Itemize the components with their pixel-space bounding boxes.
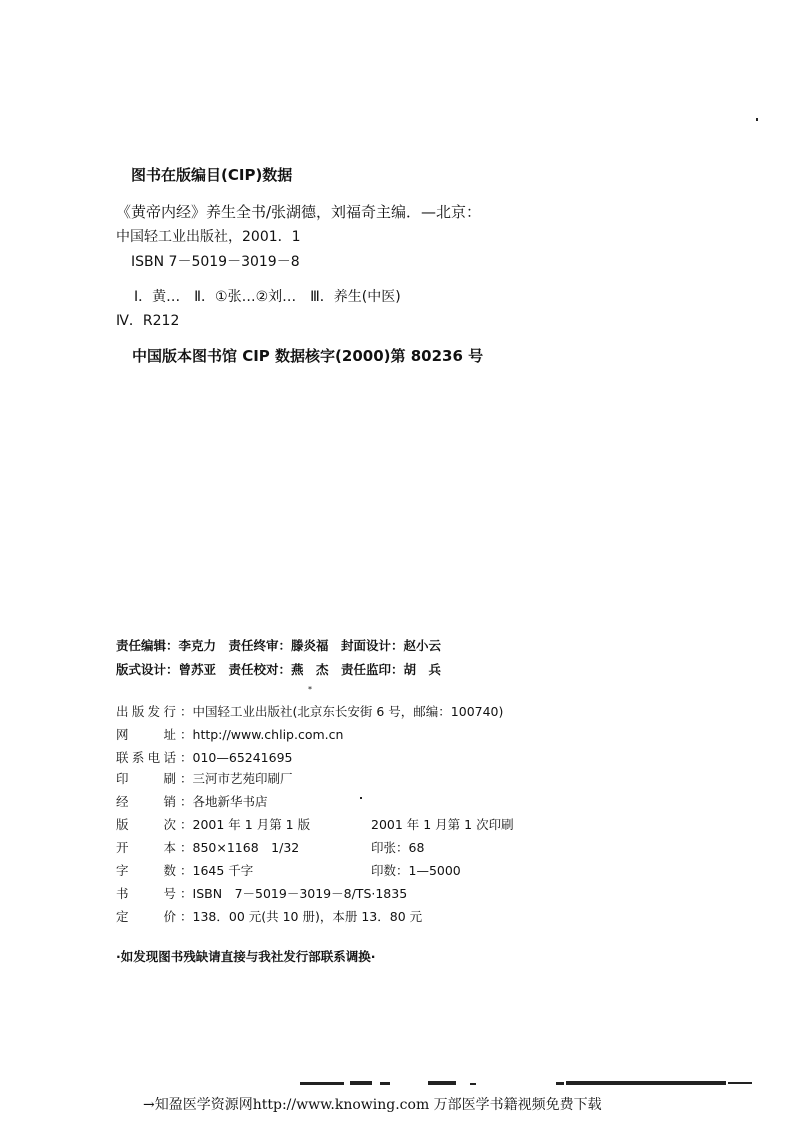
scan-artifact [728,1082,752,1084]
scan-artifact [566,1081,726,1085]
info-row-price: 定 价 ：138．00 元(共 10 册)，本册 13．80 元 [116,909,423,924]
info-row-publisher: 出 版 发 行 ：中国轻工业出版社(北京东长安街 6 号，邮编：100740) [116,704,504,719]
scan-artifact [380,1082,390,1085]
scan-artifact [300,1082,344,1085]
scan-artifact [428,1081,456,1085]
credits-editors: 责任编辑：李克力 责任终审：滕炎福 封面设计：赵小云 [116,638,442,653]
cip-core-data: 中国版本图书馆 CIP 数据核字(2000)第 80236 号 [132,347,484,365]
info-row-phone: 联 系 电 话 ：010—65241695 [116,750,293,765]
info-row-edition: 版 次 ：2001 年 1 月第 1 版 2001 年 1 月第 1 次印刷 [116,817,514,832]
info-value: 1645 千字 [192,863,254,878]
info-value: ISBN 7－5019－3019－8/TS·1835 [192,886,408,901]
info-value: 010—65241695 [192,750,293,765]
info-label: 字 数 [116,863,176,878]
info-row-book-number: 书 号 ：ISBN 7－5019－3019－8/TS·1835 [116,886,408,901]
info-label: 联 系 电 话 [116,750,176,765]
info-value: 850×1168 1/32 [192,840,300,855]
info-label: 定 价 [116,909,176,924]
info-row-printer: 印 刷 ：三河市艺苑印刷厂 [116,771,293,786]
scan-speck [360,797,362,799]
footer-watermark-link[interactable]: →知盈医学资源网http://www.knowing.com 万部医学书籍视频免费下载 [143,1097,602,1113]
info-label: 印 刷 [116,771,176,786]
info-value: http://www.chlip.com.cn [192,727,344,742]
info-value-secondary: 印数：1—5000 [371,863,461,878]
info-value: 138．00 元(共 10 册)，本册 13．80 元 [192,909,423,924]
info-value: 三河市艺苑印刷厂 [192,771,293,786]
credits-design: 版式设计：曾苏亚 责任校对：燕 杰 责任监印：胡 兵 [116,662,442,677]
info-value-secondary: 2001 年 1 月第 1 次印刷 [371,817,514,832]
info-value-secondary: 印张：68 [371,840,425,855]
scan-speck [756,118,758,121]
info-value: 2001 年 1 月第 1 版 [192,817,311,832]
info-row-word-count: 字 数 ：1645 千字 印数：1—5000 [116,863,461,878]
scan-artifact [350,1081,372,1085]
info-row-format: 开 本 ：850×1168 1/32 印张：68 [116,840,425,855]
info-label: 网 址 [116,727,176,742]
cip-classification: Ⅰ．黄… Ⅱ．①张…②刘… Ⅲ．养生(中医) [134,289,401,305]
info-label: 出 版 发 行 [116,704,176,719]
info-value: 各地新华书店 [192,794,268,809]
scan-artifact [470,1083,476,1085]
info-label: 书 号 [116,886,176,901]
info-row-distributor: 经 销 ：各地新华书店 [116,794,268,809]
info-value: 中国轻工业出版社(北京东长安街 6 号，邮编：100740) [192,704,504,719]
cip-classification-code: Ⅳ．R212 [116,313,180,329]
cip-isbn: ISBN 7－5019－3019－8 [131,254,300,270]
info-label: 版 次 [116,817,176,832]
info-label: 经 销 [116,794,176,809]
info-label: 开 本 [116,840,176,855]
defect-notice: ·如发现图书残缺请直接与我社发行部联系调换· [116,949,376,964]
cip-book-title-line: 《黄帝内经》养生全书/张湖德，刘福奇主编．—北京： [116,203,482,221]
info-row-web: 网 址 ：http://www.chlip.com.cn [116,727,344,742]
separator-star: * [308,685,312,694]
cip-publisher-line: 中国轻工业出版社，2001．1 [116,229,301,245]
cip-title: 图书在版编目(CIP)数据 [131,166,293,184]
scan-artifact [556,1082,564,1085]
